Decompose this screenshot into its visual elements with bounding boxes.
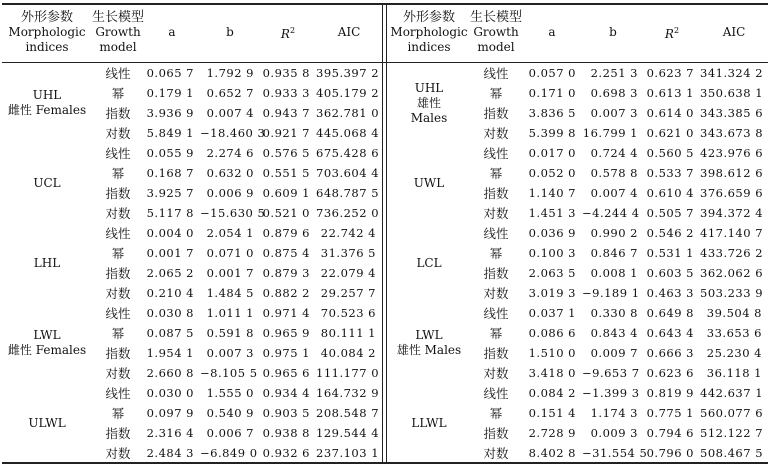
r2-value: 0.796 0 [646, 446, 694, 460]
r2-value: 0.610 4 [646, 186, 694, 200]
growth-model-cell: 线性 [105, 66, 131, 81]
growth-model-cell: 线性 [483, 146, 509, 161]
r2-value: 0.614 0 [646, 106, 694, 120]
r2-value: 0.965 9 [262, 326, 310, 340]
a-value: 2.728 9 [528, 426, 576, 440]
morphologic-index-label [388, 383, 470, 463]
a-value: 3.836 5 [528, 106, 576, 120]
aic-value: 25.230 4 [706, 346, 762, 360]
header-growth-model-line: Growth [95, 24, 141, 39]
b-value: −8.105 5 [200, 366, 258, 380]
aic-value: 503.233 9 [700, 286, 764, 300]
header-aic [316, 3, 382, 61]
header-growth-model [470, 3, 522, 61]
morphologic-index-label [2, 63, 92, 143]
aic-value: 33.653 6 [706, 326, 762, 340]
aic-value: 394.372 4 [700, 206, 764, 220]
index-label-line: LCL [416, 255, 442, 270]
table-row [2, 143, 382, 163]
index-label-line: Males [410, 110, 448, 125]
index-label-line: 雌性 Females [7, 103, 87, 117]
b-value: 0.007 3 [590, 106, 638, 120]
r2-value: 0.643 4 [646, 326, 694, 340]
r-squared-superscript: 2 [673, 25, 680, 35]
r2-value: 0.609 1 [262, 186, 310, 200]
growth-model-cell: 线性 [105, 146, 131, 161]
r2-value: 0.879 3 [262, 266, 310, 280]
a-value: 8.402 8 [528, 446, 576, 460]
b-value: −4.244 4 [582, 206, 640, 220]
growth-model-cell: 对数 [483, 366, 509, 381]
aic-value: 398.612 6 [700, 166, 764, 180]
b-value: 0.007 4 [206, 106, 254, 120]
a-value: 0.055 9 [146, 146, 194, 160]
a-value: 0.097 9 [146, 406, 194, 420]
a-value: 2.484 3 [146, 446, 194, 460]
aic-value: 31.376 5 [320, 246, 376, 260]
b-value: 2.251 3 [590, 66, 638, 80]
growth-model-cell: 对数 [483, 446, 509, 461]
a-value: 1.954 1 [146, 346, 194, 360]
r2-value: 0.933 3 [262, 86, 310, 100]
a-value: 3.936 9 [146, 106, 194, 120]
header-a [522, 3, 582, 61]
header-growth-model-line: Growth [473, 24, 519, 39]
a-value: 3.925 7 [146, 186, 194, 200]
b-value: 0.001 7 [206, 266, 254, 280]
aic-value: 237.103 1 [316, 446, 380, 460]
a-value: 0.001 7 [146, 246, 194, 260]
a-value: 0.171 0 [528, 86, 576, 100]
b-value: 0.330 8 [590, 306, 638, 320]
a-value: 2.660 8 [146, 366, 194, 380]
header-a [144, 3, 200, 61]
aic-value: 350.638 1 [700, 86, 764, 100]
header-growth-model-line: model [477, 39, 515, 54]
aic-value: 405.179 2 [316, 86, 380, 100]
r2-value: 0.794 6 [646, 426, 694, 440]
growth-model-cell: 指数 [105, 426, 131, 441]
b-value: −6.849 0 [200, 446, 258, 460]
b-value: 0.632 0 [206, 166, 254, 180]
growth-model-cell: 对数 [105, 126, 131, 141]
growth-model-cell: 指数 [483, 266, 509, 281]
header-morphologic-indices-line: indices [25, 39, 69, 54]
growth-model-cell: 线性 [483, 226, 509, 241]
b-value: 1.011 1 [206, 306, 254, 320]
b-value: 0.591 8 [206, 326, 254, 340]
r2-value: 0.934 4 [262, 386, 310, 400]
growth-model-cell: 线性 [105, 386, 131, 401]
index-label-line: UWL [413, 175, 445, 190]
a-value: 0.036 9 [528, 226, 576, 240]
b-value: 0.008 1 [590, 266, 638, 280]
r2-value: 0.882 2 [262, 286, 310, 300]
a-value: 2.065 2 [146, 266, 194, 280]
growth-model-cell: 对数 [483, 126, 509, 141]
r2-value: 0.463 3 [646, 286, 694, 300]
b-value: −31.554 5 [582, 446, 648, 460]
aic-value: 362.781 0 [316, 106, 380, 120]
b-value: 0.540 9 [206, 406, 254, 420]
index-label-line: UHL [414, 80, 444, 95]
b-value: −9.653 7 [582, 366, 640, 380]
morphologic-index-label [2, 303, 92, 383]
r2-value: 0.935 8 [262, 66, 310, 80]
growth-model-cell: 幂 [111, 166, 125, 181]
aic-value: 40.084 2 [320, 346, 376, 360]
morphologic-index-label [388, 63, 470, 143]
table-row [388, 383, 768, 403]
header-b-line: b [609, 24, 617, 39]
growth-model-cell: 指数 [105, 346, 131, 361]
b-value: 0.652 7 [206, 86, 254, 100]
r2-value: 0.938 8 [262, 426, 310, 440]
header-growth-model-line: model [99, 39, 137, 54]
b-value: 0.009 7 [590, 346, 638, 360]
a-value: 0.030 8 [146, 306, 194, 320]
b-value: 0.071 0 [206, 246, 254, 260]
r-squared-symbol: R [664, 26, 674, 41]
morphologic-index-label [2, 383, 92, 463]
index-label-line: 雄性 [416, 95, 441, 110]
growth-model-cell: 对数 [483, 286, 509, 301]
r2-value: 0.505 7 [646, 206, 694, 220]
a-value: 0.084 2 [528, 386, 576, 400]
a-value: 0.004 0 [146, 226, 194, 240]
aic-value: 39.504 8 [706, 306, 762, 320]
a-value: 1.510 0 [528, 346, 576, 360]
growth-model-cell: 指数 [105, 266, 131, 281]
center-divider-right [386, 3, 387, 464]
table-row [2, 63, 382, 83]
a-value: 0.037 1 [528, 306, 576, 320]
header-a-line: a [548, 24, 556, 39]
index-label-line: ULWL [28, 415, 66, 430]
growth-model-cell: 指数 [483, 106, 509, 121]
aic-value: 417.140 7 [700, 226, 764, 240]
b-value: 2.054 1 [206, 226, 254, 240]
header-a-line: a [168, 24, 176, 39]
growth-model-cell: 幂 [489, 246, 503, 261]
header-row [388, 3, 768, 61]
a-value: 0.168 7 [146, 166, 194, 180]
header-morphologic-indices [2, 3, 92, 61]
index-label-line: UHL [32, 88, 62, 102]
a-value: 5.849 1 [146, 126, 194, 140]
aic-value: 512.122 7 [700, 426, 764, 440]
table-row [388, 223, 768, 243]
header-b-line: b [226, 24, 234, 39]
table-row [2, 383, 382, 403]
b-value: 16.799 1 [582, 126, 638, 140]
r-squared-superscript: 2 [289, 25, 296, 35]
r2-value: 0.551 5 [262, 166, 310, 180]
aic-value: 208.548 7 [316, 406, 380, 420]
b-value: −18.460 3 [200, 126, 266, 140]
r2-value: 0.576 5 [262, 146, 310, 160]
table-row [388, 63, 768, 83]
header-aic-line: AIC [337, 24, 361, 39]
b-value: 0.846 7 [590, 246, 638, 260]
b-value: 0.843 4 [590, 326, 638, 340]
index-label-line: LWL [415, 328, 443, 342]
b-value: 0.007 4 [590, 186, 638, 200]
r2-value: 0.875 4 [262, 246, 310, 260]
index-label-line: UCL [33, 175, 61, 190]
r2-value: 0.603 5 [646, 266, 694, 280]
a-value: 0.179 1 [146, 86, 194, 100]
left-panel [2, 3, 382, 463]
b-value: 1.484 5 [206, 286, 254, 300]
growth-model-cell: 幂 [489, 86, 503, 101]
b-value: 2.274 6 [206, 146, 254, 160]
center-divider-left [382, 3, 383, 464]
header-morphologic-indices-line: 外形参数 [20, 9, 73, 25]
header-morphologic-indices-line: Morphologic [390, 24, 468, 39]
aic-value: 442.637 1 [700, 386, 764, 400]
table-row [388, 143, 768, 163]
b-value: −15.630 5 [200, 206, 266, 220]
a-value: 5.117 8 [146, 206, 194, 220]
r2-value: 0.613 1 [646, 86, 694, 100]
table-row [2, 223, 382, 243]
b-value: 0.578 8 [590, 166, 638, 180]
r2-value: 0.903 5 [262, 406, 310, 420]
growth-model-cell: 线性 [483, 386, 509, 401]
r2-value: 0.546 2 [646, 226, 694, 240]
b-value: 0.990 2 [590, 226, 638, 240]
aic-value: 423.976 6 [700, 146, 764, 160]
a-value: 0.151 4 [528, 406, 576, 420]
r2-value: 0.932 6 [262, 446, 310, 460]
a-value: 0.100 3 [528, 246, 576, 260]
r2-value: 0.623 6 [646, 366, 694, 380]
a-value: 3.418 0 [528, 366, 576, 380]
a-value: 3.019 3 [528, 286, 576, 300]
r2-value: 0.533 7 [646, 166, 694, 180]
header-aic-line: AIC [722, 24, 746, 39]
growth-model-cell: 幂 [111, 406, 125, 421]
aic-value: 675.428 6 [316, 146, 380, 160]
a-value: 1.451 3 [528, 206, 576, 220]
growth-model-cell: 指数 [105, 106, 131, 121]
a-value: 0.057 0 [528, 66, 576, 80]
table-row [2, 303, 382, 323]
b-value: 0.009 3 [590, 426, 638, 440]
growth-model-cell: 对数 [483, 206, 509, 221]
header-aic [700, 3, 768, 61]
aic-value: 111.177 0 [316, 366, 380, 380]
growth-model-cell: 对数 [105, 206, 131, 221]
b-value: 1.555 0 [206, 386, 254, 400]
morphologic-index-label [388, 143, 470, 223]
b-value: 0.006 7 [206, 426, 254, 440]
aic-value: 445.068 4 [316, 126, 380, 140]
r2-value: 0.621 0 [646, 126, 694, 140]
b-value: 0.007 3 [206, 346, 254, 360]
growth-model-cell: 幂 [111, 86, 125, 101]
b-value: 1.174 3 [590, 406, 638, 420]
growth-model-cell: 指数 [483, 186, 509, 201]
header-r2 [644, 3, 700, 61]
header-morphologic-indices-line: Morphologic [8, 24, 86, 39]
r2-value: 0.943 7 [262, 106, 310, 120]
growth-model-cell: 指数 [483, 346, 509, 361]
header-morphologic-indices-line: indices [407, 39, 451, 54]
header-morphologic-indices [388, 3, 470, 61]
aic-value: 648.787 5 [316, 186, 380, 200]
table-row [388, 303, 768, 323]
index-label-line: LHL [33, 255, 61, 270]
growth-model-cell: 线性 [105, 306, 131, 321]
aic-value: 343.673 8 [700, 126, 764, 140]
aic-value: 703.604 4 [316, 166, 380, 180]
growth-model-cell: 指数 [105, 186, 131, 201]
aic-value: 376.659 6 [700, 186, 764, 200]
growth-model-cell: 对数 [105, 446, 131, 461]
growth-model-cell: 对数 [105, 366, 131, 381]
header-row [2, 3, 382, 61]
r2-value: 0.531 1 [646, 246, 694, 260]
aic-value: 560.077 6 [700, 406, 764, 420]
growth-model-cell: 幂 [489, 166, 503, 181]
a-value: 0.052 0 [528, 166, 576, 180]
header-growth-model-line: 生长模型 [92, 9, 145, 25]
a-value: 0.065 7 [146, 66, 194, 80]
r2-value: 0.775 1 [646, 406, 694, 420]
aic-value: 395.397 2 [316, 66, 380, 80]
r2-value: 0.819 9 [646, 386, 694, 400]
r2-value: 0.971 4 [262, 306, 310, 320]
index-label-line: 雄性 Males [396, 343, 462, 357]
morphologic-index-label [388, 223, 470, 303]
growth-model-cell: 对数 [105, 286, 131, 301]
aic-value: 129.544 4 [316, 426, 380, 440]
aic-value: 70.523 6 [320, 306, 376, 320]
right-panel [388, 3, 768, 463]
left-data-table [2, 3, 382, 463]
aic-value: 164.732 9 [316, 386, 380, 400]
a-value: 1.140 7 [528, 186, 576, 200]
growth-model-cell: 幂 [489, 326, 503, 341]
r2-value: 0.975 1 [262, 346, 310, 360]
header-growth-model-line: 生长模型 [470, 9, 523, 25]
aic-value: 22.742 4 [320, 226, 376, 240]
morphologic-index-label [2, 223, 92, 303]
r2-value: 0.623 7 [646, 66, 694, 80]
index-label-line: LLWL [411, 415, 447, 430]
r-squared-symbol: R [280, 26, 290, 41]
a-value: 0.210 4 [146, 286, 194, 300]
a-value: 2.063 5 [528, 266, 576, 280]
r2-value: 0.879 6 [262, 226, 310, 240]
r2-value: 0.521 0 [262, 206, 310, 220]
r2-value: 0.921 7 [262, 126, 310, 140]
aic-value: 362.062 6 [700, 266, 764, 280]
header-r2 [260, 3, 316, 61]
growth-model-cell: 线性 [483, 306, 509, 321]
growth-model-cell: 线性 [105, 226, 131, 241]
b-value: 0.724 4 [590, 146, 638, 160]
header-growth-model [92, 3, 144, 61]
b-value: −9.189 1 [582, 286, 640, 300]
a-value: 0.086 6 [528, 326, 576, 340]
aic-value: 433.726 2 [700, 246, 764, 260]
growth-model-cell: 幂 [111, 326, 125, 341]
growth-model-cell: 幂 [111, 246, 125, 261]
a-value: 0.017 0 [528, 146, 576, 160]
b-value: 0.698 3 [590, 86, 638, 100]
right-data-table [388, 3, 768, 463]
r2-value: 0.666 3 [646, 346, 694, 360]
growth-model-cell: 指数 [483, 426, 509, 441]
aic-value: 343.385 6 [700, 106, 764, 120]
index-label-line: LWL [33, 328, 61, 342]
aic-value: 508.467 5 [700, 446, 764, 460]
morphologic-index-label [388, 303, 470, 383]
growth-model-cell: 线性 [483, 66, 509, 81]
r2-value: 0.560 5 [646, 146, 694, 160]
index-label-line: 雌性 Females [7, 343, 87, 357]
aic-value: 80.111 1 [320, 326, 376, 340]
aic-value: 736.252 0 [316, 206, 380, 220]
a-value: 5.399 8 [528, 126, 576, 140]
growth-model-cell: 幂 [489, 406, 503, 421]
aic-value: 36.118 1 [706, 366, 762, 380]
a-value: 0.030 0 [146, 386, 194, 400]
aic-value: 22.079 4 [320, 266, 376, 280]
b-value: 0.006 9 [206, 186, 254, 200]
aic-value: 29.257 7 [320, 286, 376, 300]
header-b [582, 3, 644, 61]
b-value: −1.399 3 [582, 386, 640, 400]
a-value: 2.316 4 [146, 426, 194, 440]
morphologic-index-label [2, 143, 92, 223]
b-value: 1.792 9 [206, 66, 254, 80]
a-value: 0.087 5 [146, 326, 194, 340]
r2-value: 0.649 8 [646, 306, 694, 320]
header-morphologic-indices-line: 外形参数 [402, 9, 455, 25]
header-b [200, 3, 260, 61]
r2-value: 0.965 6 [262, 366, 310, 380]
aic-value: 341.324 2 [700, 66, 764, 80]
